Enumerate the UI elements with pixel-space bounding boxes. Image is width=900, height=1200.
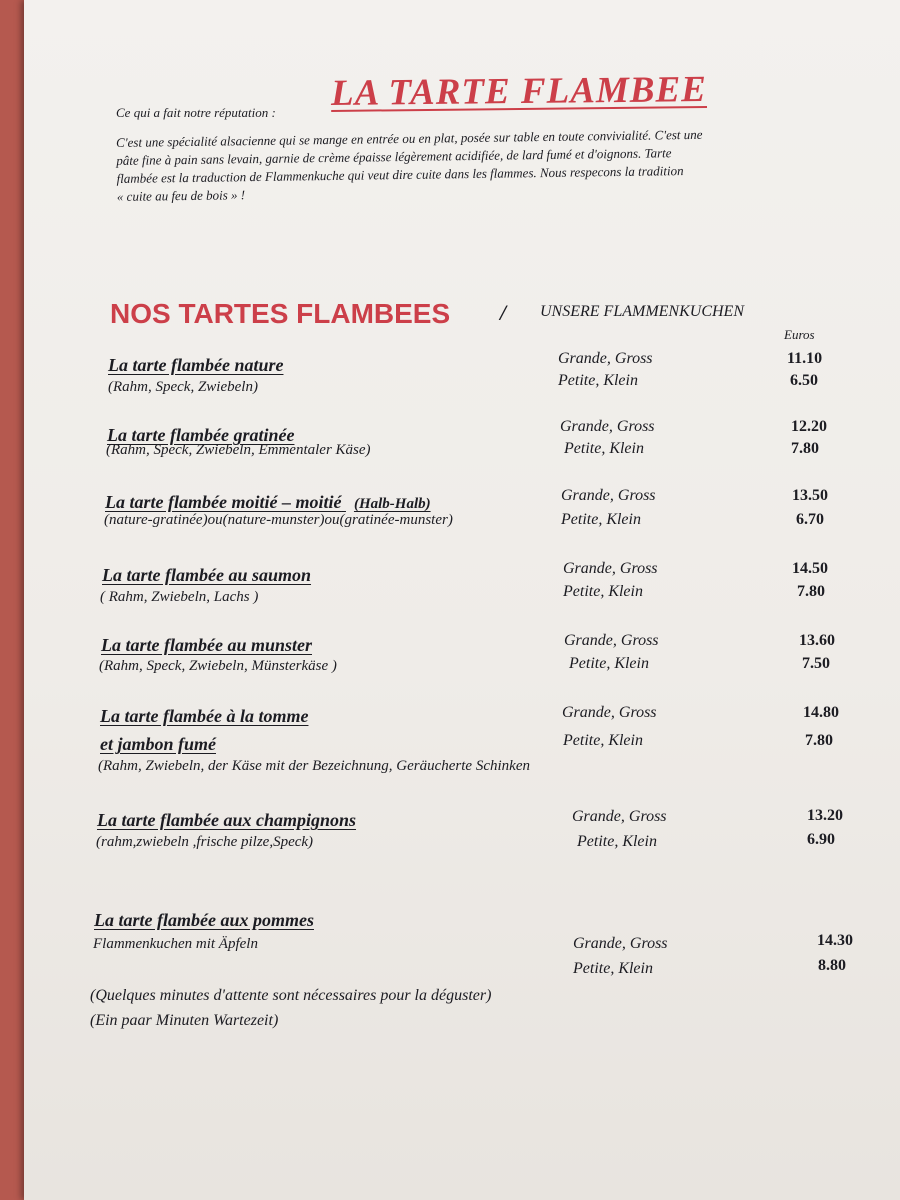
- price-large: 13.50: [792, 487, 828, 504]
- price-large: 13.20: [807, 807, 843, 824]
- price-small: 6.50: [790, 372, 818, 389]
- menu-item: [24, 560, 900, 625]
- menu-item: [24, 910, 900, 977]
- size-large: Grande, Gross: [560, 418, 655, 435]
- item-name: La tarte flambée au saumon: [102, 565, 312, 585]
- intro-line: C'est une spécialité alsacienne qui se mange en entrée ou en plat, posée sur table en toute convivialité. C'est une: [116, 126, 703, 150]
- item-description: (nature-gratinée)ou(nature-munster)ou(gratinée-munster): [104, 512, 453, 528]
- size-small: Petite, Klein: [573, 960, 653, 977]
- section-subtitle: UNSERE FLAMMENKUCHEN: [540, 303, 744, 320]
- price-small: 7.80: [805, 732, 833, 749]
- waiting-note-fr: (Quelques minutes d'attente sont nécessaires pour la déguster): [90, 987, 492, 1004]
- price-large: 14.80: [803, 704, 839, 721]
- item-name-suffix: (Halb-Halb): [353, 496, 431, 512]
- item-description: (Rahm, Zwiebeln, der Käse mit der Bezeichnung, Geräucherte Schinken: [98, 758, 530, 774]
- item-name: La tarte flambée gratinée: [107, 425, 295, 445]
- price-small: 6.90: [807, 831, 835, 848]
- price-small: 7.80: [791, 440, 819, 457]
- intro-line: pâte fine à pain sans levain, garnie de crème épaisse légèrement acidifiée, de lard fumé et d'oignons. Tarte: [116, 145, 672, 168]
- intro-line: « cuite au feu de bois » !: [116, 187, 246, 204]
- price-large: 13.60: [799, 632, 835, 649]
- intro-line: flambée est la traduction de Flammenkuche qui veut dire cuite dans les flammes. Nous respecons la tradition: [116, 163, 684, 186]
- menu-item: [24, 350, 900, 415]
- menu-item: [24, 418, 900, 485]
- menu-item: [24, 807, 900, 870]
- item-description: (Rahm, Speck, Zwiebeln, Emmentaler Käse): [106, 442, 371, 458]
- price-large: 11.10: [787, 350, 823, 367]
- size-small: Petite, Klein: [577, 833, 657, 850]
- size-large: Grande, Gross: [573, 935, 668, 952]
- item-description: (Rahm, Speck, Zwiebeln, Münsterkäse ): [99, 658, 337, 674]
- size-large: Grande, Gross: [563, 560, 658, 577]
- page-title: LA TARTE FLAMBEE: [330, 69, 708, 114]
- size-small: Petite, Klein: [564, 440, 644, 457]
- menu-item: [24, 632, 900, 695]
- size-large: Grande, Gross: [564, 632, 659, 649]
- price-large: 14.30: [817, 932, 853, 949]
- price-large: 12.20: [791, 418, 827, 435]
- price-small: 6.70: [796, 511, 824, 528]
- item-name: La tarte flambée aux champignons: [97, 810, 357, 830]
- item-name-main: La tarte flambée moitié – moitié: [105, 492, 342, 512]
- size-large: Grande, Gross: [561, 487, 656, 504]
- price-large: 14.50: [792, 560, 828, 577]
- item-name: La tarte flambée nature: [108, 355, 284, 375]
- item-description: ( Rahm, Zwiebeln, Lachs ): [100, 589, 259, 605]
- item-name: [105, 492, 431, 513]
- size-large: Grande, Gross: [558, 350, 653, 367]
- size-small: Petite, Klein: [561, 511, 641, 528]
- size-small: Petite, Klein: [563, 583, 643, 600]
- item-name-line2: et jambon fumé: [100, 734, 216, 754]
- title-separator: /: [500, 300, 507, 325]
- section-title: NOS TARTES FLAMBEES: [110, 298, 451, 329]
- intro-paragraph: [116, 124, 837, 206]
- currency-label: Euros: [784, 327, 815, 342]
- menu-item: [24, 487, 900, 552]
- item-description: (rahm,zwiebeln ,frische pilze,Speck): [96, 834, 314, 850]
- price-small: 7.50: [802, 655, 830, 672]
- waiting-note-de: (Ein paar Minuten Wartezeit): [90, 1012, 279, 1029]
- size-large: Grande, Gross: [562, 704, 657, 721]
- item-name: La tarte flambée à la tomme: [100, 706, 309, 726]
- price-small: 8.80: [818, 957, 846, 974]
- price-small: 7.80: [797, 583, 825, 600]
- menu-page: [24, 0, 900, 1200]
- item-name: La tarte flambée aux pommes: [94, 910, 314, 930]
- item-description: Flammenkuchen mit Äpfeln: [93, 936, 258, 952]
- item-name: La tarte flambée au munster: [101, 635, 312, 655]
- item-description: (Rahm, Speck, Zwiebeln): [108, 379, 258, 395]
- size-small: Petite, Klein: [558, 372, 638, 389]
- menu-item: [24, 704, 900, 774]
- size-large: Grande, Gross: [572, 808, 667, 825]
- intro-label: Ce qui a fait notre réputation :: [116, 105, 276, 120]
- size-small: Petite, Klein: [563, 732, 643, 749]
- size-small: Petite, Klein: [569, 655, 649, 672]
